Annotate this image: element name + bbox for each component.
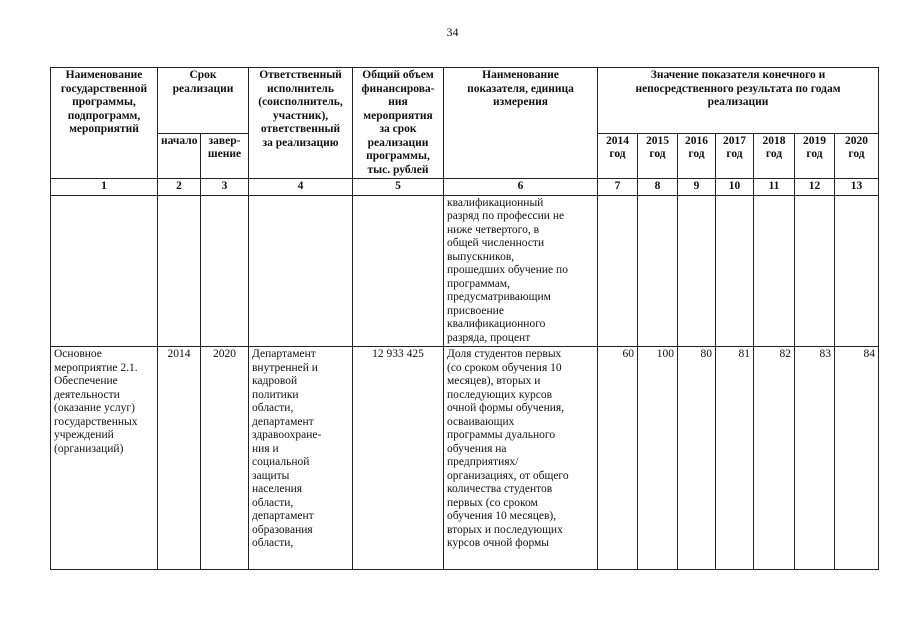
- value-2019: 83: [795, 347, 835, 570]
- column-number: 6: [444, 179, 598, 196]
- column-number: 11: [754, 179, 795, 196]
- empty-cell: [249, 195, 353, 347]
- column-number: 13: [835, 179, 879, 196]
- empty-cell: [678, 195, 716, 347]
- empty-cell: [835, 195, 879, 347]
- column-number: 3: [201, 179, 249, 196]
- value-2015: 100: [638, 347, 678, 570]
- column-number: 1: [51, 179, 158, 196]
- table-row-continuation: [51, 195, 879, 347]
- empty-cell: [638, 195, 678, 347]
- header-row-1: [51, 68, 879, 134]
- header-year-2017: 2017 год: [716, 133, 754, 178]
- column-number: 12: [795, 179, 835, 196]
- empty-cell: [716, 195, 754, 347]
- value-2014: 60: [598, 347, 638, 570]
- empty-cell: [598, 195, 638, 347]
- column-number: 9: [678, 179, 716, 196]
- value-2016: 80: [678, 347, 716, 570]
- column-number: 2: [158, 179, 201, 196]
- header-year-2018: 2018 год: [754, 133, 795, 178]
- header-year-2019: 2019 год: [795, 133, 835, 178]
- indicator-continuation: квалификационный разряд по профессии не ниже четвертого, в общей численности выпускников, прошедших обучение по программам, предусматривающим присвоение квалификационного разряда, процент: [444, 195, 598, 347]
- activity-name: Основное мероприятие 2.1. Обеспечение деятельности (оказание услуг) государственных учреждений (организаций): [51, 347, 158, 570]
- page-number: 34: [446, 25, 459, 39]
- header-term: Срок реализации: [158, 68, 249, 134]
- value-2018: 82: [754, 347, 795, 570]
- value-2020: 84: [835, 347, 879, 570]
- executor-value: Департамент внутренней и кадровой политики области, департамент здравоохране- ния и социальной защиты населения области, департамент образования области,: [249, 347, 353, 570]
- empty-cell: [754, 195, 795, 347]
- empty-cell: [158, 195, 201, 347]
- value-2017: 81: [716, 347, 754, 570]
- indicator-value: Доля студентов первых (со сроком обучения 10 месяцев), вторых и последующих курсов очной формы обучения, осваивающих программы дуального обучения на предприятиях/ организациях, от общего количества студентов первых (со сроком обучения 10 месяцев), вторых и последующих курсов очной формы: [444, 347, 598, 570]
- column-number: 5: [353, 179, 444, 196]
- header-year-2016: 2016 год: [678, 133, 716, 178]
- empty-cell: [353, 195, 444, 347]
- column-number: 4: [249, 179, 353, 196]
- program-table: [50, 67, 879, 570]
- header-term-end: завер- шение: [201, 133, 249, 178]
- header-executor: Ответственный исполнитель (соисполнитель, участник), ответственный за реализацию: [249, 68, 353, 179]
- funding-value: 12 933 425: [353, 347, 444, 570]
- header-program-name: Наименование государственной программы, подпрограмм, мероприятий: [51, 68, 158, 179]
- header-funding: Общий объем финансирова- ния мероприятия за срок реализации программы, тыс. рублей: [353, 68, 444, 179]
- column-number: 7: [598, 179, 638, 196]
- column-number-row: [51, 179, 879, 196]
- header-year-2020: 2020 год: [835, 133, 879, 178]
- empty-cell: [51, 195, 158, 347]
- header-year-2014: 2014 год: [598, 133, 638, 178]
- term-end-value: 2020: [201, 347, 249, 570]
- empty-cell: [795, 195, 835, 347]
- column-number: 10: [716, 179, 754, 196]
- header-year-2015: 2015 год: [638, 133, 678, 178]
- term-start-value: 2014: [158, 347, 201, 570]
- header-term-start: начало: [158, 133, 201, 178]
- table-row-main-activity: [51, 347, 879, 570]
- column-number: 8: [638, 179, 678, 196]
- header-values: Значение показателя конечного и непосредственного результата по годам реализации: [598, 68, 879, 134]
- empty-cell: [201, 195, 249, 347]
- header-indicator: Наименование показателя, единица измерения: [444, 68, 598, 179]
